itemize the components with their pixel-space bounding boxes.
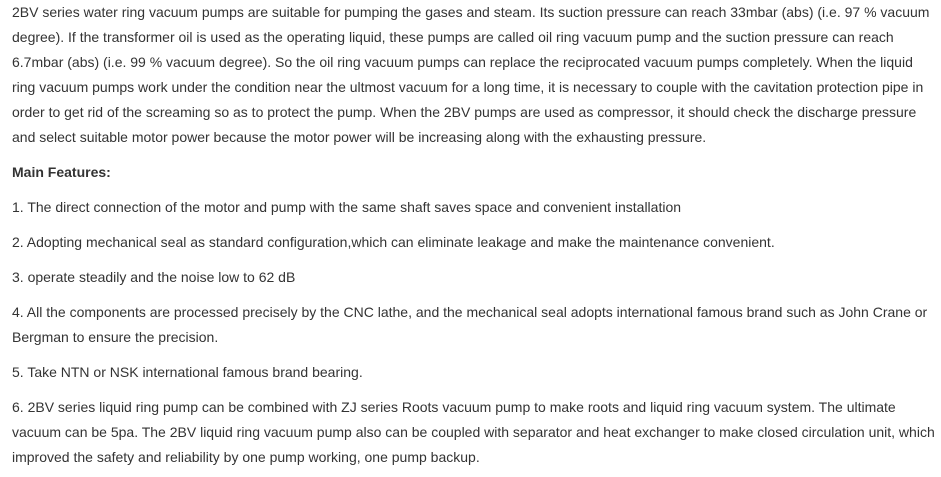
feature-item-1: 1. The direct connection of the motor and pump with the same shaft saves space and convenient installation bbox=[12, 199, 682, 215]
feature-item-2: 2. Adopting mechanical seal as standard configuration,which can eliminate leakage and make the maintenance convenient. bbox=[12, 234, 775, 250]
feature-item-6: 6. 2BV series liquid ring pump can be combined with ZJ series Roots vacuum pump to make roots and liquid ring vacuum system. The ultimate vacuum can be 5pa. The 2BV liquid ring vacuum pump also can be coupled with separator and heat exchanger to make closed circulation unit, which improved the safety and reliability by one pump working, one pump backup. bbox=[12, 399, 935, 465]
feature-item-4: 4. All the components are processed precisely by the CNC lathe, and the mechanical seal adopts international famous brand such as John Crane or Bergman to ensure the precision. bbox=[12, 304, 928, 345]
intro-paragraph: 2BV series water ring vacuum pumps are suitable for pumping the gases and steam. Its suction pressure can reach 33mbar (abs) (i.e. 97 % vacuum degree). If the transformer oil is used as the operating liquid, these pumps are called oil ring vacuum pump and the suction pressure can reach 6.7mbar (abs) (i.e. 99 % vacuum degree). So the oil ring vacuum pumps can replace the reciprocated vacuum pumps completely. When the liquid ring vacuum pumps work under the condition near the ultmost vacuum for a long time, it is necessary to couple with the cavitation protection pipe in order to get rid of the screaming so as to protect the pump. When the 2BV pumps are used as compressor, it should check the discharge pressure and select suitable motor power because the motor power will be increasing along with the exhausting pressure. bbox=[12, 4, 930, 145]
product-description bbox=[12, 0, 938, 470]
feature-item-3: 3. operate steadily and the noise low to 62 dB bbox=[12, 269, 296, 285]
feature-item-5: 5. Take NTN or NSK international famous brand bearing. bbox=[12, 364, 363, 380]
features-heading: Main Features: bbox=[12, 164, 111, 180]
